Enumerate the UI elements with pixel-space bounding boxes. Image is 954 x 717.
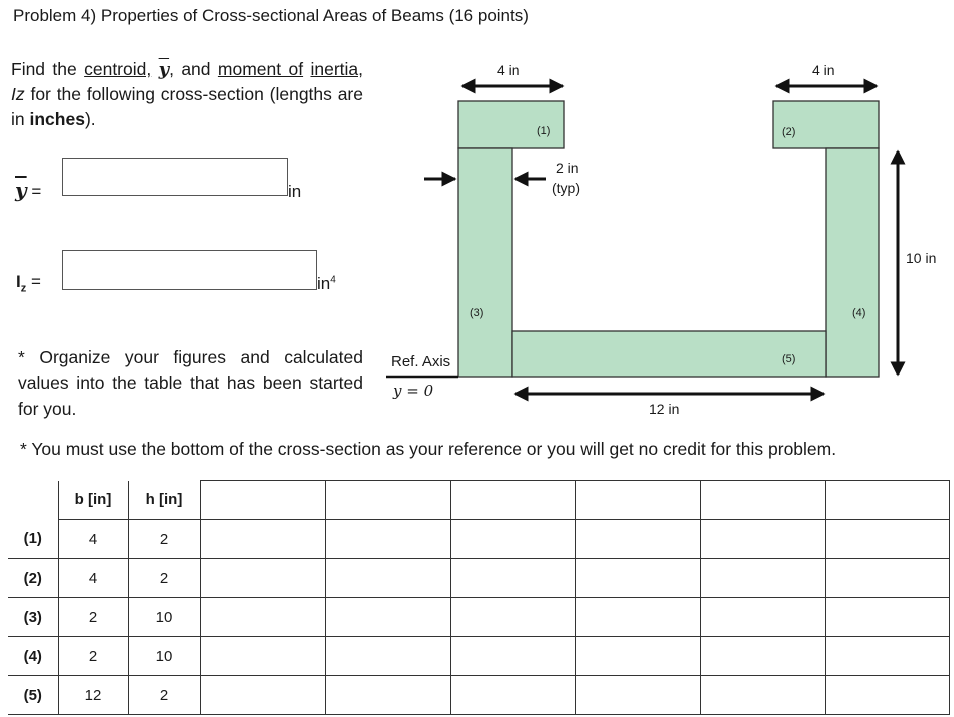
table-header-blank[interactable]	[450, 481, 575, 520]
table-row	[8, 598, 949, 637]
table-header-row	[8, 481, 949, 520]
cell-h: 2	[128, 676, 200, 715]
ybar-symbol: $\overline{y}$	[15, 178, 27, 202]
instructions-text: Find the centroid, $\overline{y}$, and moment of inertia, Iz for the following cross-section (lengths are in inches).	[11, 59, 363, 129]
ybar-unit: in	[288, 182, 302, 201]
shape-3-left-web	[458, 148, 512, 377]
instr-rest: for the following cross-section (lengths are in	[11, 84, 363, 129]
ref-axis-equation: y = 0	[393, 382, 434, 400]
table-header-blank[interactable]	[575, 481, 700, 520]
iz-subscript: z	[20, 282, 27, 295]
table-corner-cell	[8, 481, 58, 520]
cell-blank[interactable]	[450, 559, 575, 598]
table-header-h: h [in]	[128, 481, 200, 520]
problem-title: Problem 4) Properties of Cross-sectional Areas of Beams (16 points)	[13, 6, 529, 25]
cell-b: 4	[58, 520, 128, 559]
shape-label-5: (5)	[782, 353, 796, 365]
table-header-b: b [in]	[58, 481, 128, 520]
table-row	[8, 559, 949, 598]
cell-b: 4	[58, 559, 128, 598]
instr-centroid: centroid,	[84, 59, 152, 79]
iz-equals: =	[30, 272, 41, 291]
cell-blank[interactable]	[825, 520, 949, 559]
cell-blank[interactable]	[200, 637, 325, 676]
shape-label-3: (3)	[470, 307, 484, 319]
cell-blank[interactable]	[575, 637, 700, 676]
cell-b: 2	[58, 598, 128, 637]
cell-blank[interactable]	[450, 598, 575, 637]
cell-blank[interactable]	[575, 598, 700, 637]
cell-blank[interactable]	[575, 676, 700, 715]
shape-label-4: (4)	[852, 307, 866, 319]
cell-blank[interactable]	[200, 598, 325, 637]
shape-label-1: (1)	[537, 125, 551, 137]
cell-blank[interactable]	[825, 637, 949, 676]
iz-unit-text: in	[317, 274, 331, 293]
cell-blank[interactable]	[325, 598, 450, 637]
row-label: (3)	[8, 598, 58, 637]
cell-blank[interactable]	[450, 520, 575, 559]
cell-blank[interactable]	[575, 559, 700, 598]
instr-moment: moment of	[217, 59, 304, 79]
iz-unit-sup: 4	[330, 274, 336, 286]
dim-label-top-left: 4 in	[497, 62, 520, 78]
cell-h: 10	[128, 598, 200, 637]
iz-symbol: I	[16, 272, 21, 291]
instr-end: ).	[84, 109, 96, 129]
dim-label-top-right: 4 in	[812, 62, 835, 78]
table-header-blank[interactable]	[200, 481, 325, 520]
ref-axis-label: Ref. Axis	[391, 353, 451, 370]
cell-blank[interactable]	[450, 676, 575, 715]
shape-2-top-right-flange	[773, 101, 879, 148]
cell-blank[interactable]	[450, 637, 575, 676]
dim-label-bottom: 12 in	[649, 401, 680, 417]
dim-label-typ: (typ)	[552, 180, 580, 196]
table-header-blank[interactable]	[325, 481, 450, 520]
data-table	[8, 480, 950, 715]
row-label: (1)	[8, 520, 58, 559]
cell-blank[interactable]	[700, 598, 825, 637]
cell-blank[interactable]	[825, 559, 949, 598]
cell-blank[interactable]	[200, 676, 325, 715]
cell-h: 2	[128, 520, 200, 559]
row-label: (4)	[8, 637, 58, 676]
cell-h: 10	[128, 637, 200, 676]
instr-inertia: inertia,	[310, 59, 363, 79]
cell-blank[interactable]	[825, 676, 949, 715]
cell-blank[interactable]	[325, 676, 450, 715]
cell-blank[interactable]	[700, 676, 825, 715]
instr-find: Find the	[11, 59, 77, 79]
instr-iz: Iz	[11, 84, 25, 104]
cell-h: 2	[128, 559, 200, 598]
table-header-blank[interactable]	[700, 481, 825, 520]
table-row	[8, 637, 949, 676]
cell-blank[interactable]	[325, 559, 450, 598]
instr-ybar: $\overline{y}$	[158, 59, 170, 80]
ybar-equals: =	[31, 182, 42, 201]
dim-label-height: 10 in	[906, 250, 937, 266]
cell-blank[interactable]	[325, 520, 450, 559]
instr-inches: inches	[29, 109, 85, 129]
row-label: (5)	[8, 676, 58, 715]
cell-b: 12	[58, 676, 128, 715]
reference-note: * You must use the bottom of the cross-section as your reference or you will get no credit for this problem.	[20, 439, 837, 459]
cell-blank[interactable]	[200, 520, 325, 559]
table-header-blank[interactable]	[825, 481, 949, 520]
cell-blank[interactable]	[700, 637, 825, 676]
cell-b: 2	[58, 637, 128, 676]
cell-blank[interactable]	[575, 520, 700, 559]
cell-blank[interactable]	[200, 559, 325, 598]
shape-5-bottom-flange	[512, 331, 826, 377]
row-label: (2)	[8, 559, 58, 598]
cell-blank[interactable]	[700, 559, 825, 598]
shape-4-right-web	[826, 148, 879, 377]
cell-blank[interactable]	[325, 637, 450, 676]
table-row	[8, 676, 949, 715]
shape-label-2: (2)	[782, 126, 796, 138]
table-row	[8, 520, 949, 559]
instr-and: and	[181, 59, 211, 79]
organize-note: * Organize your figures and calculated values into the table that has been started for you.	[18, 347, 363, 419]
cell-blank[interactable]	[825, 598, 949, 637]
cell-blank[interactable]	[700, 520, 825, 559]
dim-label-thickness: 2 in	[556, 160, 579, 176]
